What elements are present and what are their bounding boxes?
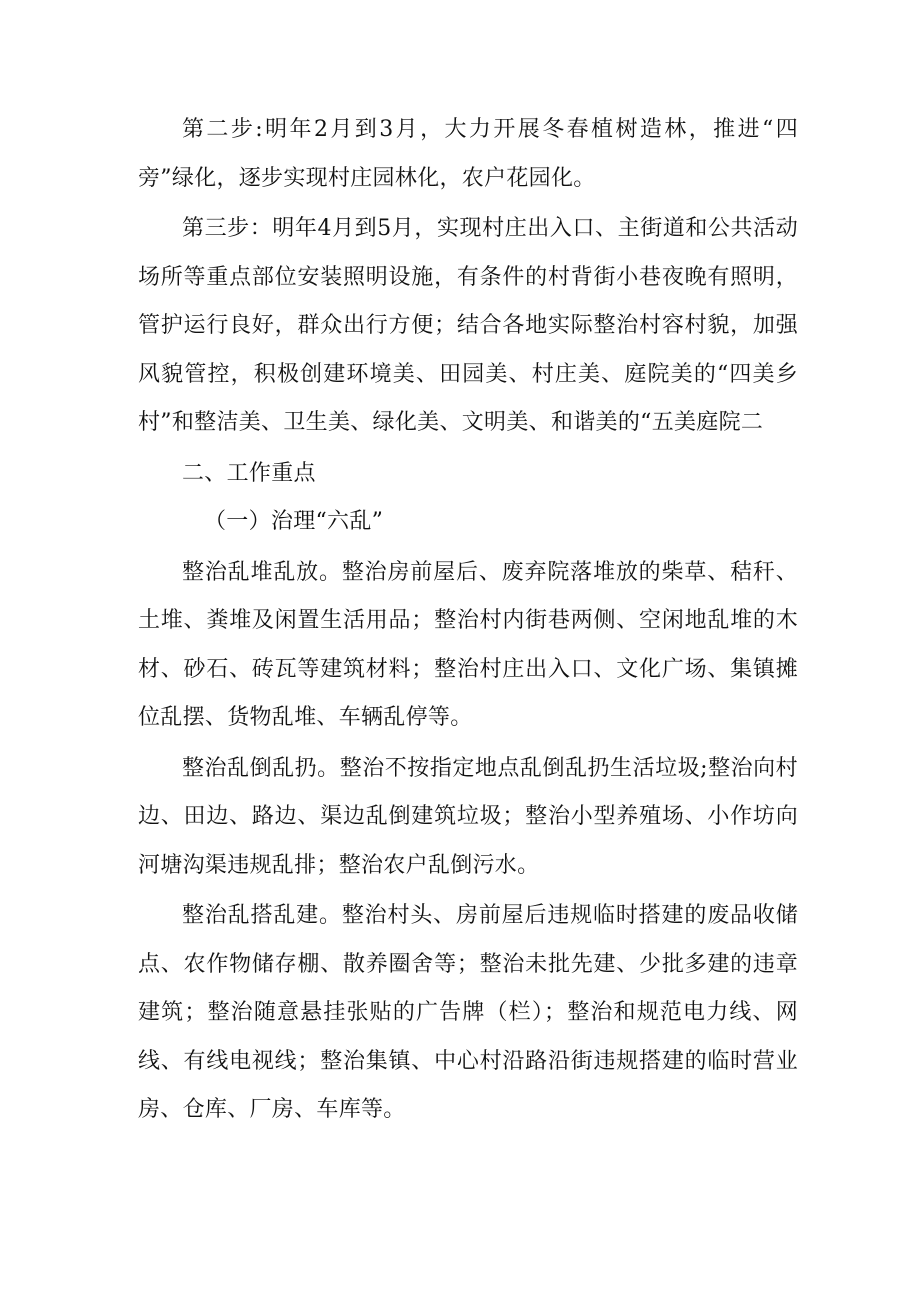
document-body xyxy=(138,106,798,1137)
paragraph-step-two: 第二步:明年2月到3月，大力开展冬春植树造林，推进“四旁”绿化，逐步实现村庄园林化，农户花园化。 xyxy=(138,117,798,191)
paragraph-piling: 整治乱堆乱放。整治房前屋后、废弃院落堆放的柴草、秸秆、土堆、粪堆及闲置生活用品；整治村内街巷两侧、空闲地乱堆的木材、砂石、砖瓦等建筑材料；整治村庄出入口、文化广场、集镇摊位乱摆、货物乱堆、车辆乱停等。 xyxy=(138,559,798,730)
paragraph-dumping: 整治乱倒乱扔。整治不按指定地点乱倒乱扔生活垃圾;整治向村边、田边、路边、渠边乱倒建筑垃圾；整治小型养殖场、小作坊向河塘沟渠违规乱排；整治农户乱倒污水。 xyxy=(138,755,798,878)
section-heading: 二、工作重点 xyxy=(182,460,316,486)
paragraph-building: 整治乱搭乱建。整治村头、房前屋后违规临时搭建的废品收储点、农作物储存棚、散养圈舍等；整治未批先建、少批多建的违章建筑；整治随意悬挂张贴的广告牌（栏）；整治和规范电力线、网线、有线电视线；整治集镇、中心村沿路沿街违规搭建的临时营业房、仓库、厂房、车库等。 xyxy=(138,903,798,1122)
subsection-heading: （一）治理“六乱” xyxy=(204,509,384,534)
paragraph-step-three: 第三步：明年4月到5月，实现村庄出入口、主街道和公共活动场所等重点部位安装照明设施，有条件的村背街小巷夜晚有照明，管护运行良好，群众出行方便；结合各地实际整治村容村貌，加强风貌管控，积极创建环境美、田园美、村庄美、庭院美的“四美乡村”和整洁美、卫生美、绿化美、文明美、和谐美的“五美庭院二 xyxy=(138,216,798,435)
